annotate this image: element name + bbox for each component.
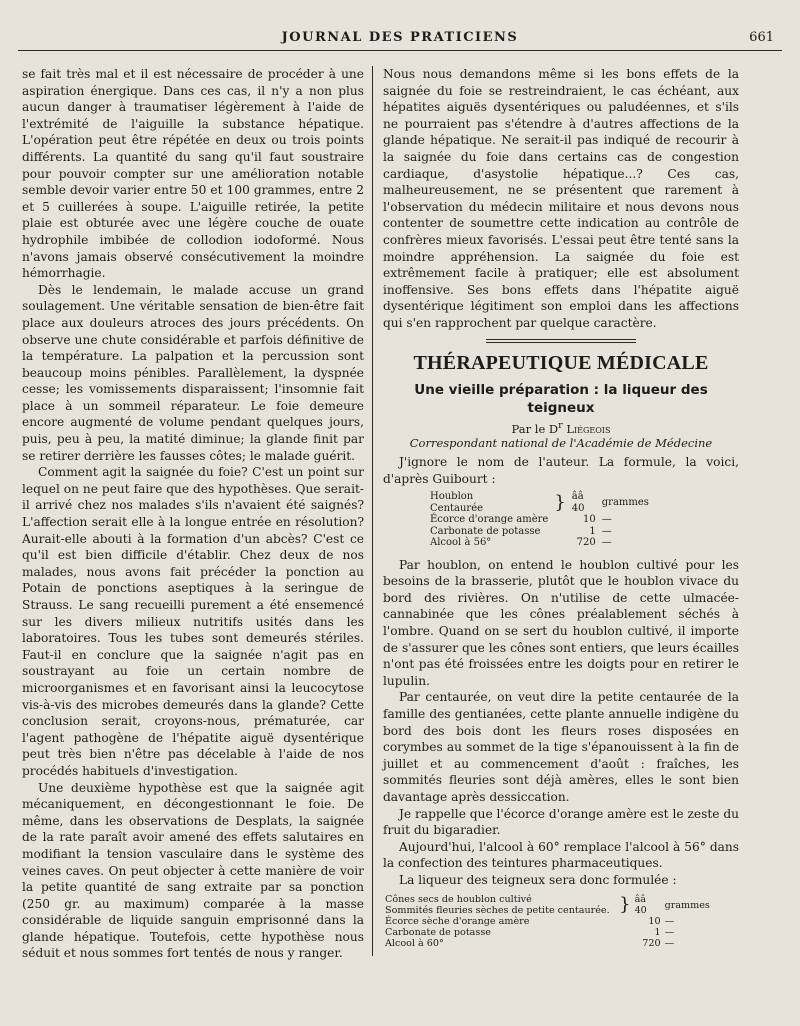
ditto-mark: — xyxy=(664,916,675,928)
ingredient: Alcool à 56° xyxy=(430,537,492,549)
journal-title: JOURNAL DES PRATICIENS xyxy=(281,30,519,45)
brace-quantity: ââ 40 xyxy=(634,894,647,917)
ingredient: Écorce sèche d'orange amère xyxy=(385,916,530,928)
ditto-mark: — xyxy=(664,927,675,939)
recipe-row xyxy=(427,537,652,549)
ingredient: Centaurée xyxy=(430,502,484,514)
column-divider xyxy=(372,66,373,956)
paragraph: Comment agit la saignée du foie? C'est un point sur lequel on ne peut faire que des hypothèses. Que serait-il arrivé chez nos malades s'ils n'avaient été saignés? L'affection serait elle à la longue entrée en résolution? Aurait-elle abouti à la formation d'un abcès? C'est ce qu'il est bien difficile d'établir. Chez deux de nos malades, nous avons fait précéder la ponction au Potain de ponctions aseptiques à la seringue de Strauss. Le sang recueilli purement a été ensemencé sur les divers milieux nutritifs usités dans les laboratoires. Tous les tubes sont demeurés stériles. Faut-il en conclure que la saignée n'agit pas en soustrayant au foie un certain nombre de microorganismes et en favorisant ainsi la leucocytose vis-à-vis des microbes demeurés dans la glande? Cette conclusion serait, croyons-nous, prématurée, car l'agent pathogène de l'hépatite aiguë dysentérique peut très bien n'être pas décelable à l'aide de nos procédés habituels d'investigation. xyxy=(22,465,364,778)
right-column xyxy=(383,66,739,949)
author-name: Liégeois xyxy=(566,421,611,436)
ingredient: Carbonate de potasse xyxy=(385,927,491,939)
recipe-row xyxy=(427,514,652,526)
recipe-table-modern xyxy=(383,894,713,949)
article-title: Une vieille préparation : la liqueur des teigneux xyxy=(414,382,708,417)
ingredient: Carbonate de potasse xyxy=(430,525,541,537)
byline-sup: r xyxy=(558,420,563,432)
brace-unit: grammes xyxy=(664,899,710,911)
brace: } xyxy=(619,894,631,916)
page-number: 661 xyxy=(749,30,774,45)
ingredient: Houblon xyxy=(430,491,474,503)
paragraph: Nous nous demandons même si les bons effets de la saignée du foie se restreindraient, le cas échéant, aux hépatites aiguës dysentériques ou paludéennes, et s'ils ne pourraient pas s'étendre à d'autres affections de la glande hépatique. Ne serait-il pas indiqué de recourir à la saignée du foie dans certains cas de congestion cardiaque, d'asystolie hépatique...? Ces cas, malheureusement, ne se présentent que rarement à l'observation du médecin militaire et nous devons nous contenter de soumettre cette indication au contrôle de confrères mieux favorisés. L'essai peut être tenté sans la moindre appréhension. La saignée du foie est extrêmement facile à pratiquer; elle est absolument inoffensive. Ses bons effets dans l'hépatite aiguë dysentérique légitiment son emploi dans les affections qui s'en rapprochent par quelque caractère. xyxy=(383,67,739,330)
quantity: 1 xyxy=(654,927,661,939)
brace-unit: grammes xyxy=(601,496,649,508)
ingredient: Alcool à 60° xyxy=(385,938,444,950)
recipe-row xyxy=(383,938,713,949)
ingredient: Sommités fleuries sèches de petite centaurée. xyxy=(385,905,610,917)
ditto-mark: — xyxy=(601,537,612,549)
quantity: 10 xyxy=(583,514,596,526)
byline xyxy=(383,419,739,436)
recipe-table-original xyxy=(427,491,652,549)
paragraph: se fait très mal et il est nécessaire de procéder à une aspiration énergique. Dans ces cas, il n'y a non plus aucun danger à traumatiser légèrement à l'aide de l'extrémité de l'aiguille la substance hépatique. L'opération peut être répétée en deux ou trois points différents. La quantité du sang qu'il faut soustraire pour pouvoir compter sur une amélioration notable semble devoir varier entre 50 et 100 grammes, entre 2 et 5 cuillerées à soupe. L'aiguille retirée, la petite plaie est obturée avec une légère couche de ouate hydrophile imbibée de collodion iodoformé. Nous n'avons jamais observé consécutivement la moindre hémorrhagie. xyxy=(22,67,364,281)
recipe-row xyxy=(383,927,713,938)
section-separator xyxy=(486,339,636,343)
left-column xyxy=(22,66,364,962)
recipe-row xyxy=(427,526,652,538)
quantity: 720 xyxy=(576,537,596,549)
section-title: THÉRAPEUTIQUE MÉDICALE xyxy=(413,351,709,374)
recipe-row xyxy=(383,916,713,927)
quantity: 720 xyxy=(642,938,661,950)
quantity: 10 xyxy=(648,916,661,928)
paragraph: Aujourd'hui, l'alcool à 60° remplace l'alcool à 56° dans la confection des teintures pharmaceutiques. xyxy=(383,839,739,871)
paragraph: Je rappelle que l'écorce d'orange amère est le zeste du fruit du bigaradier. xyxy=(383,806,739,838)
quantity: 1 xyxy=(589,525,596,537)
ditto-mark: — xyxy=(601,514,612,526)
paragraph: La liqueur des teigneux sera donc formulée : xyxy=(399,872,677,887)
recipe-row xyxy=(427,491,652,503)
ingredient: Écorce d'orange amère xyxy=(430,514,549,526)
running-header xyxy=(18,30,782,48)
ingredient: Cônes secs de houblon cultivé xyxy=(385,894,532,906)
ditto-mark: — xyxy=(664,938,675,950)
paragraph: J'ignore le nom de l'auteur. La formule, la voici, d'après Guibourt : xyxy=(383,454,739,486)
recipe-row xyxy=(383,894,713,905)
header-rule xyxy=(18,50,782,51)
paragraph: Une deuxième hypothèse est que la saignée agit mécaniquement, en décongestionnant le foie. De même, dans les observations de Desplats, la saignée de la rate paraît avoir amené des effets salutaires en modifiant la tension vasculaire dans le système des veines caves. On peut objecter à cette manière de voir la petite quantité de sang extraite par sa ponction (250 gr. au maximum) comparée à la masse considérable de liquide sanguin emprisonné dans la glande hépatique. Toutefois, cette hypothèse nous séduit et nous sommes fort tentés de nous y ranger. xyxy=(22,780,364,961)
paragraph: Par houblon, on entend le houblon cultivé pour les besoins de la brasserie, plutôt que le houblon vivace du bord des rivières. On n'utilise de cette ulmacée-cannabinée que les cônes préalablement séchés à l'ombre. Quand on se sert du houblon cultivé, il importe de s'assurer que les cônes sont entiers, que leurs écailles n'ont pas été froissées entre les doigts pour en retirer le lupulin. xyxy=(383,557,739,688)
ditto-mark: — xyxy=(601,525,612,537)
brace-quantity: ââ 40 xyxy=(571,491,585,514)
paragraph: Dès le lendemain, le malade accuse un grand soulagement. Une véritable sensation de bien-être fait place aux douleurs atroces des jours précédents. On observe une chute considérable et parfois définitive de la température. La palpation et la percussion sont beaucoup moins pénibles. Parallèlement, la dyspnée cesse; les vomissements disparaissent; l'insomnie fait place à un sommeil réparateur. Le foie demeure encore augmenté de volume pendant quelques jours, puis, peu à peu, la matité diminue; la glande finit par se retirer derrière les fausses côtes; le malade guérit. xyxy=(22,282,364,463)
brace: } xyxy=(554,491,566,513)
author-role: Correspondant national de l'Académie de Médecine xyxy=(409,435,713,450)
byline-prefix: Par le D xyxy=(511,421,559,436)
paragraph: Par centaurée, on veut dire la petite centaurée de la famille des gentianées, cette plante annuelle indigène du bord des bois dont les fleurs roses disposées en corymbes au sommet de la tige s'épanouissent à la fin de juillet et au commencement d'août : fraîches, les sommités fleuries sont déjà amères, elles le sont bien davantage après dessiccation. xyxy=(383,690,739,804)
